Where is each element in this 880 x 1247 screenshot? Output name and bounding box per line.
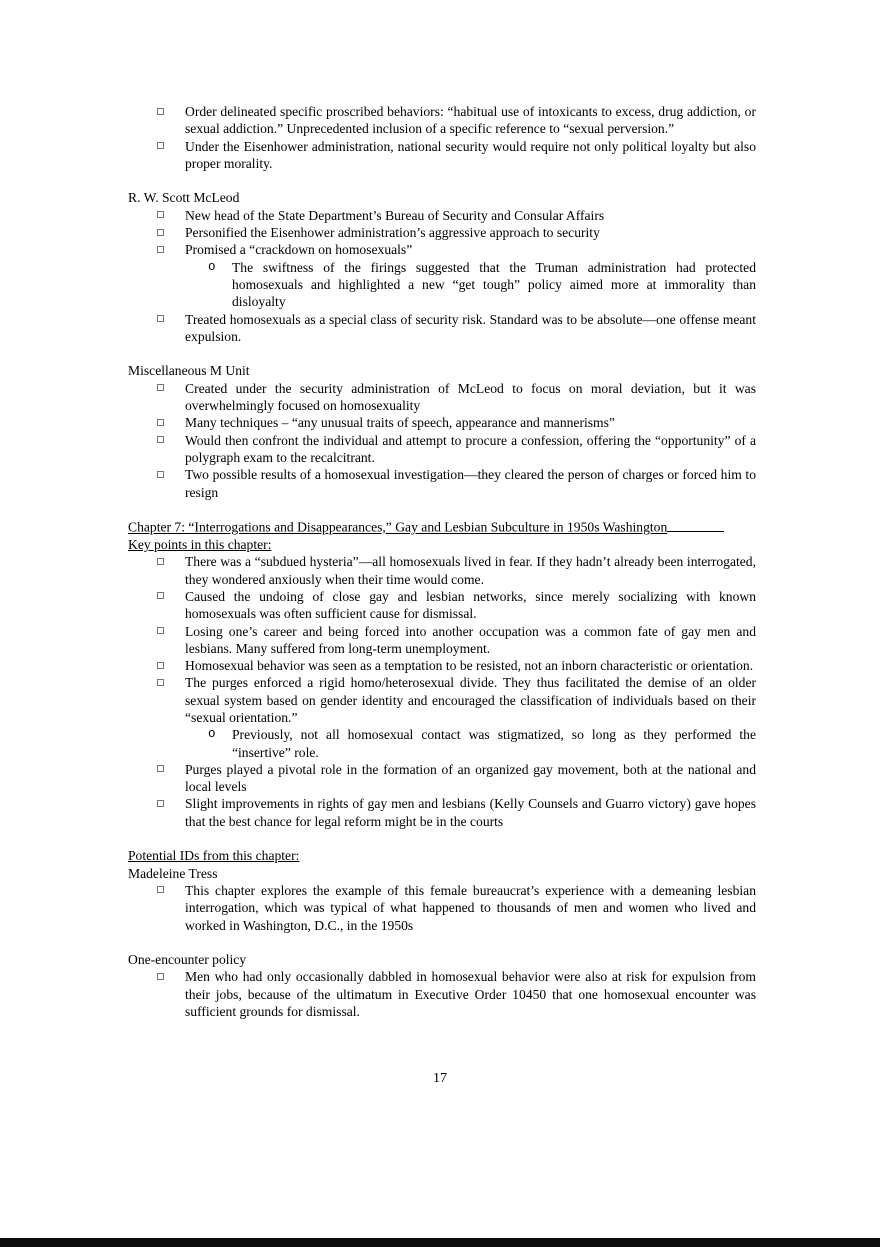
text-run: Caused the undoing of close gay and lesbian networks, since merely socializing with known homosexuals was often sufficient cause for dismissal. xyxy=(185,588,756,622)
square-bullet-icon xyxy=(157,627,164,634)
list-item-level1 xyxy=(128,224,756,241)
section-heading xyxy=(128,865,756,882)
square-bullet-icon xyxy=(157,384,164,391)
list-item-level1 xyxy=(128,882,756,934)
list-item-level1 xyxy=(128,588,756,623)
text-run: Slight improvements in rights of gay men and lesbians (Kelly Counsels and Guarro victory) gave hopes that the best chance for legal reform might be in the courts xyxy=(185,796,756,829)
text-run: Treated homosexuals as a special class of security risk. Standard was to be absolute—one offense meant expulsion. xyxy=(185,311,756,344)
square-bullet-icon xyxy=(157,108,164,115)
list-item-level2 xyxy=(128,726,756,761)
list-item-level1 xyxy=(128,674,756,726)
list-item-level1 xyxy=(128,138,756,173)
text-run: This chapter explores the example of this female bureaucrat’s experience with a demeaning lesbian interrogation, which was typical of what happened to thousands of men and women who lived and worked in Washington, D.C., in the 1950s xyxy=(185,882,756,933)
square-bullet-icon xyxy=(157,229,164,236)
list-item-level1 xyxy=(128,103,756,138)
square-bullet-icon xyxy=(157,765,164,772)
list-item-level1 xyxy=(128,968,756,1020)
blank-line xyxy=(128,501,756,518)
text-run: Created under the security administration of McLeod to focus on moral deviation, but it was overwhelmingly focused on homosexuality xyxy=(185,380,756,414)
text-run: R. W. Scott McLeod xyxy=(128,190,240,206)
text-run: Promised a “crackdown on homosexuals” xyxy=(185,242,413,258)
text-run: The purges enforced a rigid homo/heterosexual divide. They thus facilitated the demise of an older sexual system based on gender identity and encouraged the classification of individuals based on their “sexual orientation.” xyxy=(185,675,756,725)
blank-line xyxy=(128,934,756,951)
text-run: Chapter 7: “Interrogations and Disappearances,” Gay and Lesbian Subculture in 1950s Washington xyxy=(128,519,668,535)
text-run: Madeleine Tress xyxy=(128,865,218,881)
section-heading-underlined xyxy=(128,518,756,536)
square-bullet-icon xyxy=(157,662,164,669)
list-item-level1 xyxy=(128,311,756,346)
list-item-level2 xyxy=(128,259,756,311)
list-item-level1 xyxy=(128,432,756,467)
list-item-level1 xyxy=(128,657,756,674)
text-run: One-encounter policy xyxy=(128,952,247,968)
text-run: Potential IDs from this chapter: xyxy=(128,848,300,864)
page-number: 17 xyxy=(433,1071,447,1086)
text-run: Key points in this chapter: xyxy=(128,537,272,553)
square-bullet-icon xyxy=(157,419,164,426)
text-run: Losing one’s career and being forced into another occupation was a common fate of gay men and lesbians. Many suffered from long-term unemployment. xyxy=(185,623,756,656)
text-run: Previously, not all homosexual contact was stigmatized, so long as they performed the “insertive” role. xyxy=(232,727,756,760)
text-run: Would then confront the individual and attempt to procure a confession, offering the “opportunity” of a polygraph exam to the recalcitrant. xyxy=(185,432,756,465)
text-run: The swiftness of the firings suggested that the Truman administration had protected homosexuals and highlighted a new “get tough” policy aimed more at immorality than disloyalty xyxy=(232,259,756,310)
text-run: Personified the Eisenhower administration’s aggressive approach to security xyxy=(185,225,600,241)
list-item-level1 xyxy=(128,553,756,588)
document-body xyxy=(128,103,756,1020)
text-run: Purges played a pivotal role in the formation of an organized gay movement, both at the national and local levels xyxy=(185,761,756,795)
list-item-level1 xyxy=(128,761,756,796)
section-heading xyxy=(128,951,756,968)
square-bullet-icon xyxy=(157,886,164,893)
text-run: Many techniques – “any unusual traits of speech, appearance and mannerisms” xyxy=(185,415,615,431)
list-item-level1 xyxy=(128,623,756,658)
list-item-level1 xyxy=(128,241,756,258)
text-run: Order delineated specific proscribed behaviors: “habitual use of intoxicants to excess, drug addiction, or sexual addiction.” Unprecedented inclusion of a specific reference to “sexual perversion.” xyxy=(185,104,756,137)
blank-line xyxy=(128,830,756,847)
sub-bullet-icon: o xyxy=(208,727,216,742)
square-bullet-icon xyxy=(157,211,164,218)
list-item-level1 xyxy=(128,795,756,830)
list-item-level1 xyxy=(128,414,756,431)
square-bullet-icon xyxy=(157,558,164,565)
text-run: Homosexual behavior was seen as a temptation to be resisted, not an inborn characteristic or orientation. xyxy=(185,658,754,674)
text-run: There was a “subdued hysteria”—all homosexuals lived in fear. If they hadn’t already been interrogated, they wondered anxiously when their time would come. xyxy=(185,554,756,587)
square-bullet-icon xyxy=(157,679,164,686)
list-item-level1 xyxy=(128,466,756,501)
square-bullet-icon xyxy=(157,436,164,443)
square-bullet-icon xyxy=(157,315,164,322)
list-item-level1 xyxy=(128,380,756,415)
square-bullet-icon xyxy=(157,246,164,253)
text-run: Men who had only occasionally dabbled in homosexual behavior were also at risk for expulsion from their jobs, because of the ultimatum in Executive Order 10450 that one homosexual encounter was sufficient grounds for dismissal. xyxy=(185,969,756,1020)
square-bullet-icon xyxy=(157,592,164,599)
text-run: Two possible results of a homosexual investigation—they cleared the person of charges or forced him to resign xyxy=(185,467,756,500)
section-heading-underlined xyxy=(128,536,756,553)
blank-line xyxy=(128,345,756,362)
text-run: Miscellaneous M Unit xyxy=(128,363,250,379)
square-bullet-icon xyxy=(157,142,164,149)
blank-line xyxy=(128,172,756,189)
list-item-level1 xyxy=(128,207,756,224)
text-run: New head of the State Department’s Bureau of Security and Consular Affairs xyxy=(185,207,605,223)
square-bullet-icon xyxy=(157,800,164,807)
underline-tab-tail xyxy=(667,518,724,532)
square-bullet-icon xyxy=(157,471,164,478)
section-heading xyxy=(128,362,756,379)
bottom-window-edge xyxy=(0,1238,880,1247)
section-heading xyxy=(128,189,756,206)
sub-bullet-icon: o xyxy=(208,259,216,274)
square-bullet-icon xyxy=(157,973,164,980)
text-run: Under the Eisenhower administration, national security would require not only political loyalty but also proper morality. xyxy=(185,138,756,171)
section-heading-underlined xyxy=(128,847,756,864)
